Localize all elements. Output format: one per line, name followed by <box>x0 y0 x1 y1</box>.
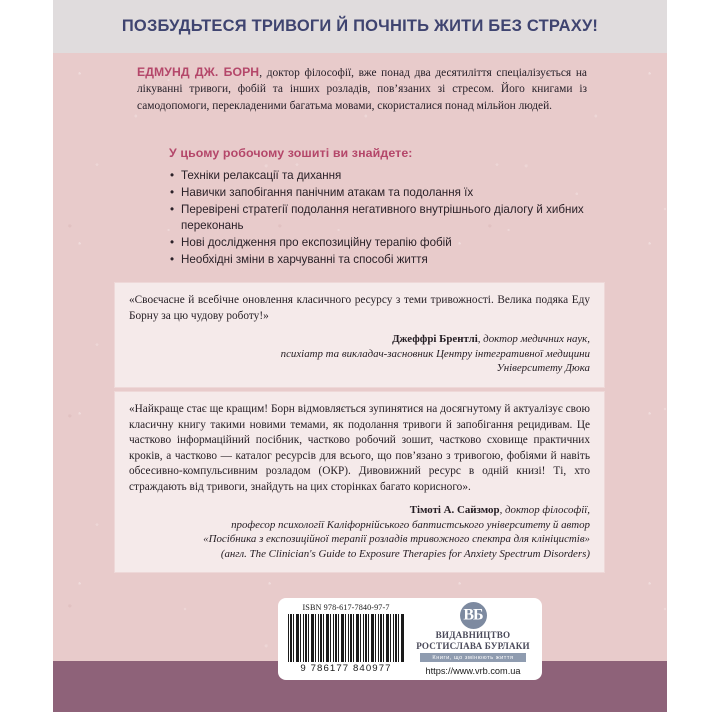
publisher-block <box>408 602 538 676</box>
headline-band <box>53 0 667 53</box>
workbook-contents-title: У цьому робочому зошиті ви знайдете: <box>169 146 413 160</box>
bullet-icon: • <box>170 235 175 249</box>
testimonial-role: , доктор філософії, <box>499 504 590 516</box>
publisher-name-line-2: РОСТИСЛАВА БУРЛАКИ <box>416 640 530 651</box>
publisher-url[interactable]: https://www.vrb.com.ua <box>425 666 521 676</box>
publisher-name-line-1: ВИДАВНИЦТВО <box>435 630 511 640</box>
testimonial-author: Джеффрі Брентлі <box>392 333 478 345</box>
list-item <box>169 185 599 201</box>
testimonial-role: , доктор медичних наук, <box>477 333 590 345</box>
list-item-label: Нові дослідження про експозиційну терапію фобій <box>181 235 452 249</box>
list-item-label: Техніки релаксації та дихання <box>181 169 342 182</box>
testimonial-card <box>115 392 604 572</box>
workbook-contents-block <box>169 146 599 269</box>
attribution-line: професор психології Каліфорнійського баптистського університету й автор <box>231 518 590 531</box>
book-back-cover <box>53 0 667 712</box>
workbook-contents-list <box>169 168 599 268</box>
list-item <box>169 252 599 268</box>
testimonial-attribution <box>129 503 590 561</box>
testimonial-attribution <box>129 332 590 376</box>
list-item-label: Навички запобігання панічним атакам та подолання їх <box>181 186 474 200</box>
attribution-line: (англ. The Clinician's Guide to Exposure Therapies for Anxiety Spectrum Disorders) <box>220 547 590 560</box>
testimonial-author: Тімоті А. Сайзмор <box>409 504 500 516</box>
bullet-icon: • <box>170 252 175 266</box>
bullet-icon: • <box>170 169 175 182</box>
testimonial-text: «Найкраще стає ще кращим! Борн відмовляється зупинятися на досягнутому й актуалізує свою класичну книгу такими новими темами, як подолання тривоги й запобігання рецидивам. Це частково інформаційний посібник, частково робочий зошит, частково сховище практичних кроків, а частково — каталог ресурсів для всього, що пов’язано з тривогою, фобіями й навіть обсесивно-компульсивним розладом (ОКР). Дивовижний ресурс в одній книзі! Ті, хто страждають від тривоги, знайдуть на цих сторінках багато корисного». <box>129 403 590 493</box>
author-name: ЕДМУНД ДЖ. БОРН <box>137 65 260 79</box>
cover-headline: ПОЗБУДЬТЕСЯ ТРИВОГИ Й ПОЧНІТЬ ЖИТИ БЕЗ СТРАХУ! <box>121 17 599 35</box>
barcode-block <box>288 603 404 674</box>
attribution-line: психіатр та викладач-засновник Центру інтегративної медицини <box>280 347 590 360</box>
publisher-logo-icon <box>460 602 487 629</box>
author-intro-text: , доктор філософії, вже понад два десятиліття спеціалізується на лікуванні тривоги, фобій та інших розладів, пов’язаних зі стресом. Його книгами із самодопомоги, перекладеними багатьма мовами, скористалися понад мільйон людей. <box>137 67 587 112</box>
bullet-icon: • <box>170 203 175 217</box>
attribution-line: «Посібника з експозиційної терапії розладів тривожного спектра для клініцистів» <box>203 533 590 546</box>
publisher-slogan: Книги, що змінюють життя <box>420 653 526 662</box>
author-intro-paragraph <box>137 64 587 114</box>
isbn-label: ISBN 978-617-7840-97-7 <box>302 603 390 612</box>
isbn-publisher-card <box>278 598 542 680</box>
attribution-primary <box>129 332 590 347</box>
list-item <box>169 202 599 233</box>
list-item <box>169 168 599 184</box>
list-item-label: Необхідні зміни в харчуванні та способі життя <box>181 252 428 266</box>
list-item-label: Перевірені стратегії подолання негативного внутрішнього діалогу й хибних переконань <box>181 203 584 232</box>
publisher-logo-glyph: ВБ <box>463 606 483 624</box>
testimonial-text: «Своєчасне й всебічне оновлення класичного ресурсу з теми тривожності. Велика подяка Еду Борну за цю чудову роботу!» <box>129 294 590 322</box>
barcode-digits: 9 786177 840977 <box>300 663 392 674</box>
attribution-primary <box>129 503 590 518</box>
attribution-line: Університету Дюка <box>496 362 590 375</box>
barcode-icon <box>288 614 404 662</box>
bullet-icon: • <box>170 186 175 200</box>
list-item <box>169 235 599 251</box>
testimonial-card <box>115 283 604 387</box>
